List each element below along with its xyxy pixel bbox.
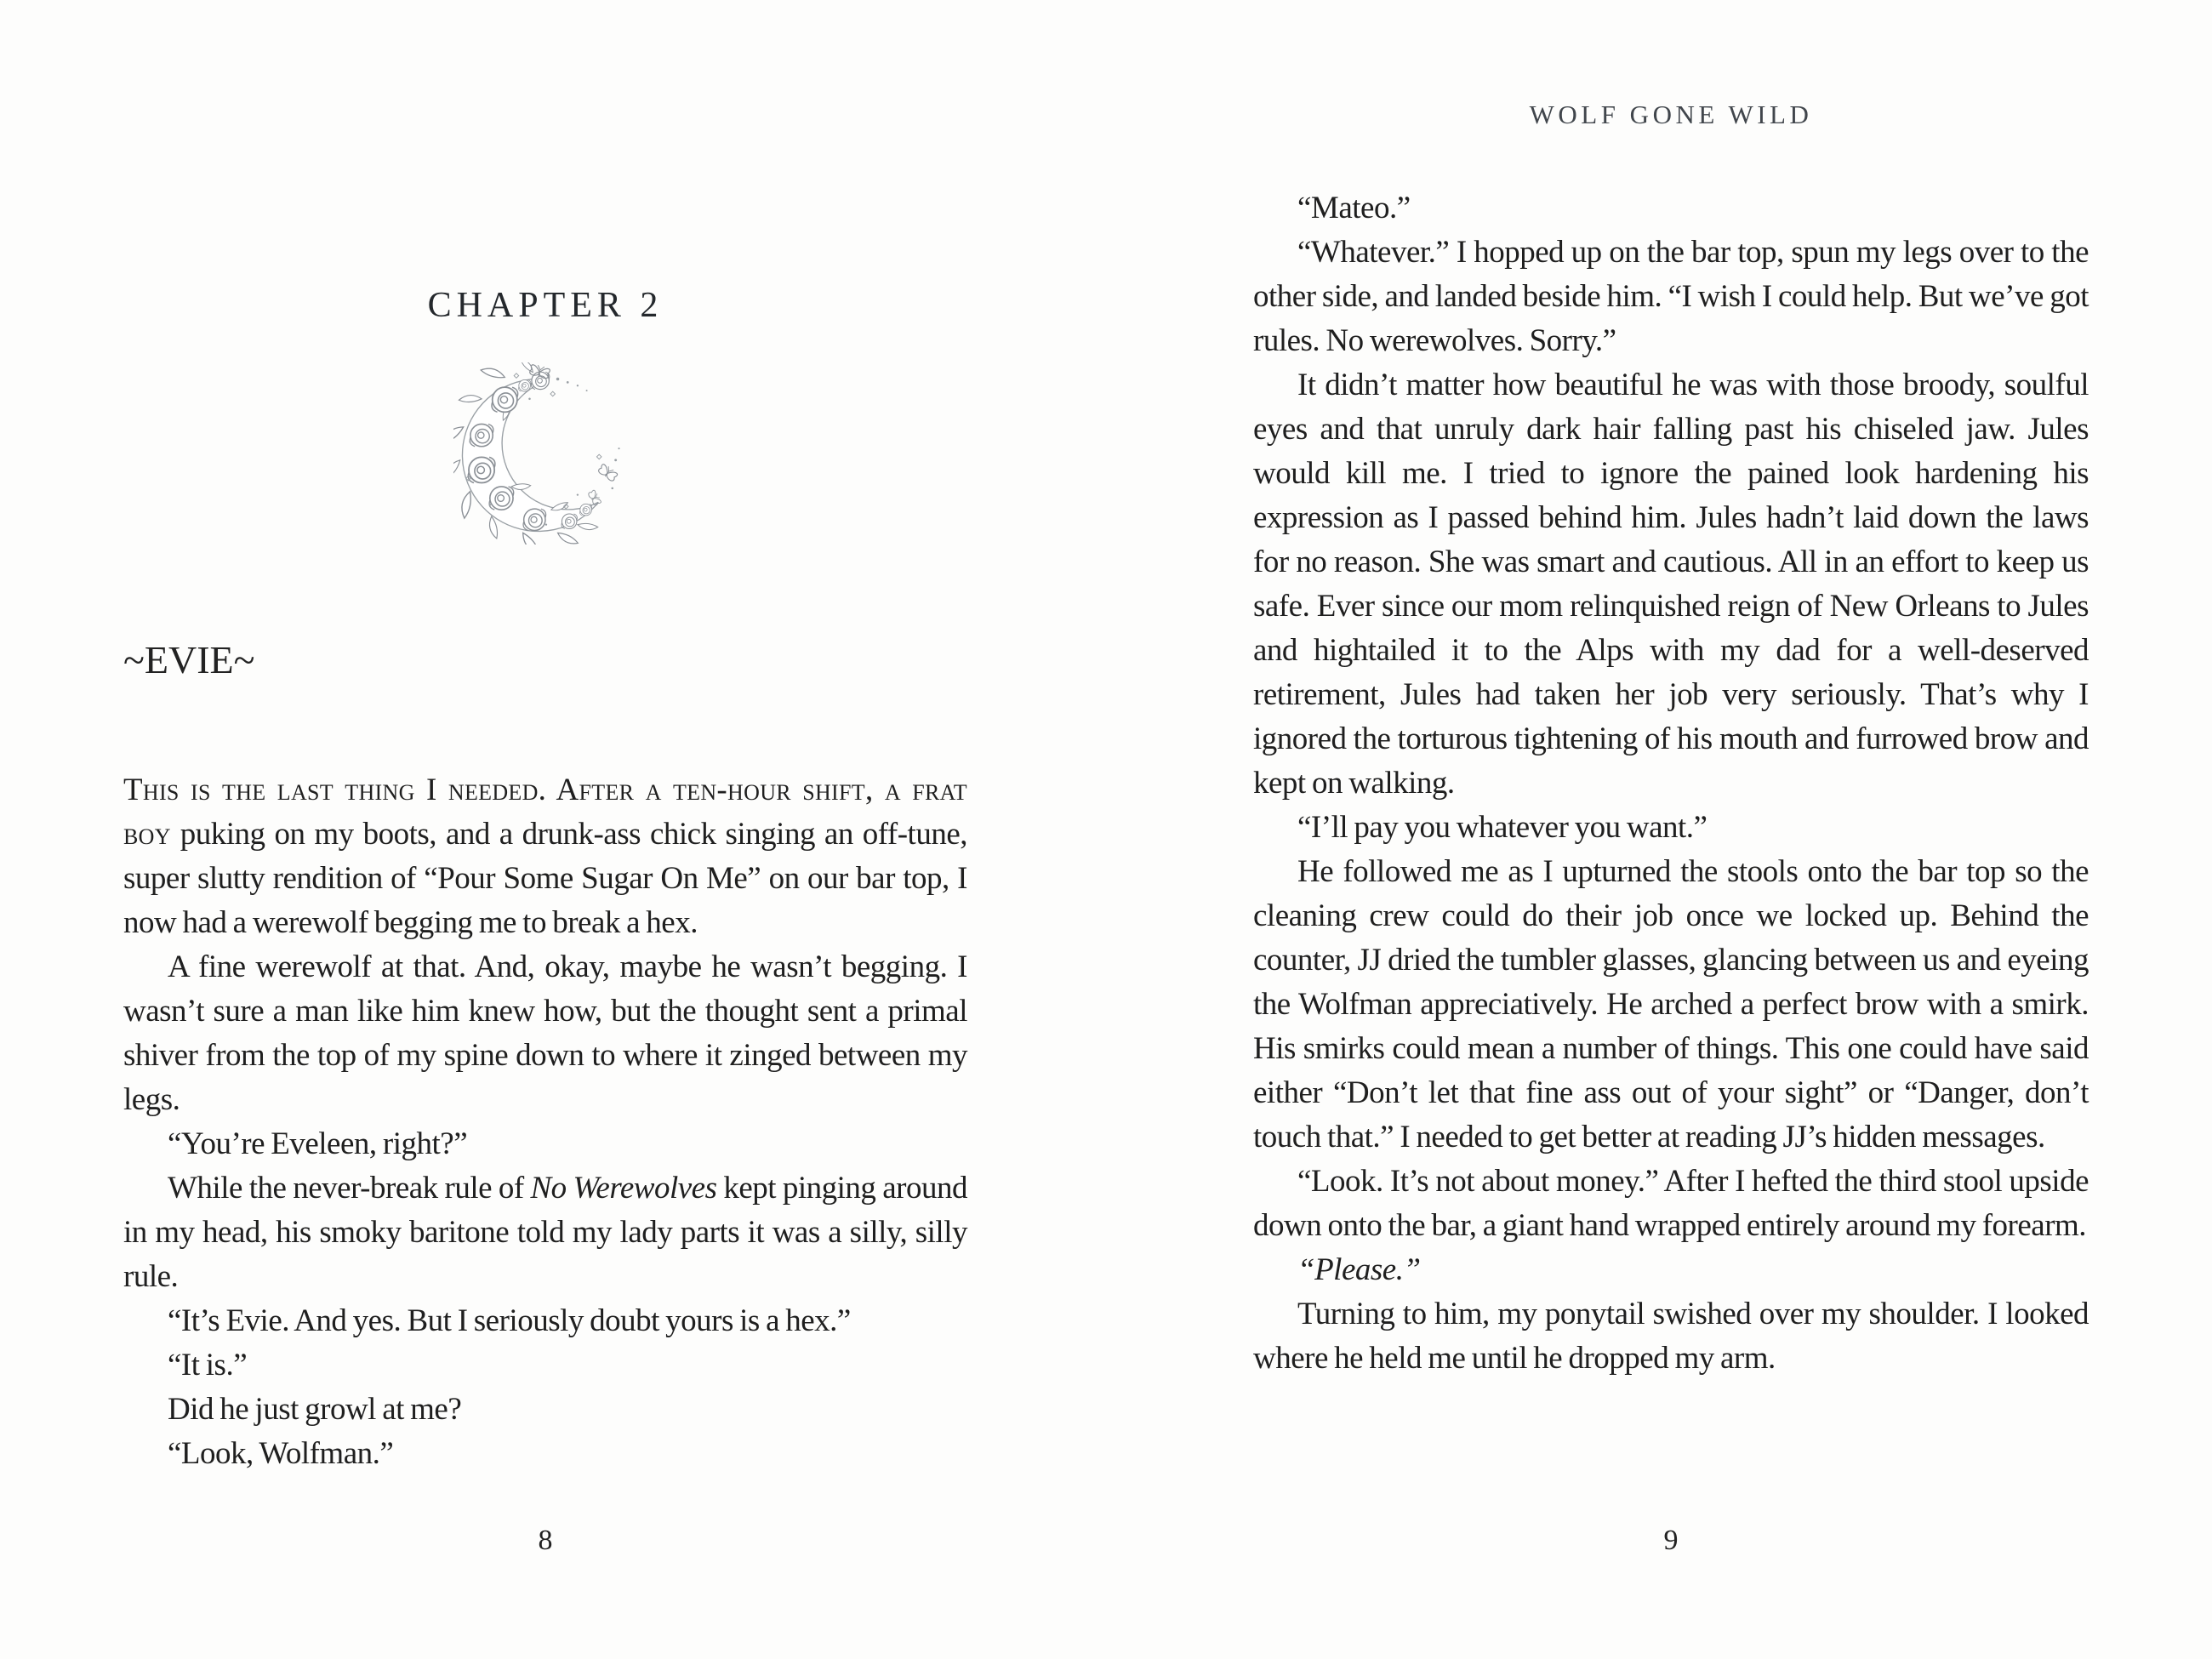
text-segment: puking on my boots, and a drunk-ass chick singing an off-tune, super slutty rendition of “Pour Some Sugar On Me” on our bar top, I now had a werewolf begging me to break a hex. bbox=[123, 817, 967, 940]
paragraph bbox=[1253, 850, 2089, 1160]
paragraph bbox=[1253, 1292, 2089, 1381]
paragraph bbox=[123, 1432, 967, 1476]
text-segment: A fine werewolf at that. And, okay, maybe he wasn’t begging. I wasn’t sure a man like him knew how, but the thought sent a primal shiver from the top of my spine down to where it zinged between my legs. bbox=[123, 949, 967, 1117]
left-page-body bbox=[123, 768, 967, 1476]
chapter-heading: CHAPTER 2 bbox=[427, 286, 664, 325]
paragraph bbox=[1253, 363, 2089, 806]
running-header: WOLF GONE WILD bbox=[1529, 100, 1813, 129]
text-segment: He followed me as I upturned the stools onto the bar top so the cleaning crew could do their job once we locked up. Behind the counter, JJ dried the tumbler glasses, glancing between us and eyeing the Wolfman appreciatively. He arched a perfect brow with a smirk. His smirks could mean a number of things. This one could have said either “Don’t let that fine ass out of your sight” or “Danger, don’t touch that.” I needed to get better at reading JJ’s hidden messages. bbox=[1253, 854, 2089, 1154]
paragraph bbox=[123, 945, 967, 1122]
text-segment-italic: “Please.” bbox=[1297, 1252, 1421, 1287]
text-segment: Turning to him, my ponytail swished over my shoulder. I looked where he held me until he dropped my arm. bbox=[1253, 1297, 2089, 1376]
paragraph bbox=[123, 1122, 967, 1166]
paragraph bbox=[1253, 806, 2089, 850]
text-segment: “Look. It’s not about money.” After I hefted the third stool upside down onto the bar, a giant hand wrapped entirely around my forearm. bbox=[1253, 1164, 2089, 1243]
text-segment-italic: No Werewolves bbox=[530, 1171, 717, 1206]
paragraph bbox=[123, 1343, 967, 1388]
paragraph bbox=[1253, 1160, 2089, 1248]
paragraph bbox=[1253, 231, 2089, 363]
page-number-right: 9 bbox=[1663, 1525, 1679, 1556]
text-segment: While the never-break rule of bbox=[168, 1171, 531, 1206]
floral-moon-illustration bbox=[453, 362, 636, 544]
text-segment: Did he just growl at me? bbox=[168, 1392, 462, 1427]
paragraph bbox=[123, 1166, 967, 1299]
text-segment: “Mateo.” bbox=[1297, 191, 1411, 225]
paragraph bbox=[123, 768, 967, 945]
text-segment: “Whatever.” I hopped up on the bar top, spun my legs over to the other side, and landed beside him. “I wish I could help. But we’ve got rules. No werewolves. Sorry.” bbox=[1253, 235, 2089, 358]
text-segment-smallcaps: This is the last thing I needed. After a ten-hour shift, a frat boy bbox=[123, 772, 967, 852]
paragraph bbox=[123, 1388, 967, 1432]
text-segment: kept pinging around in my head, his smoky baritone told my lady parts it was a silly, silly rule. bbox=[123, 1171, 967, 1294]
text-segment: “You’re Eveleen, right?” bbox=[168, 1126, 468, 1161]
paragraph bbox=[123, 1299, 967, 1343]
page-number-left: 8 bbox=[538, 1525, 553, 1556]
text-segment: It didn’t matter how beautiful he was with those broody, soulful eyes and that unruly dark hair falling past his chiseled jaw. Jules would kill me. I tried to ignore the pained look hardening his expression as I passed behind him. Jules hadn’t laid down the laws for no reason. She was smart and cautious. All in an effort to keep us safe. Ever since our mom relinquished reign of New Orleans to Jules and hightailed it to the Alps with my dad for a well-deserved retirement, Jules had taken her job very seriously. That’s why I ignored the torturous tightening of his mouth and furrowed brow and kept on walking. bbox=[1253, 368, 2089, 801]
text-segment: “It’s Evie. And yes. But I seriously doubt yours is a hex.” bbox=[168, 1303, 851, 1338]
text-segment: “I’ll pay you whatever you want.” bbox=[1297, 810, 1707, 845]
paragraph bbox=[1253, 186, 2089, 231]
paragraph bbox=[1253, 1248, 2089, 1292]
text-segment: “Look, Wolfman.” bbox=[168, 1436, 394, 1471]
text-segment: “It is.” bbox=[168, 1348, 248, 1382]
pov-marker: ~EVIE~ bbox=[123, 638, 255, 681]
right-page-body bbox=[1253, 186, 2089, 1381]
